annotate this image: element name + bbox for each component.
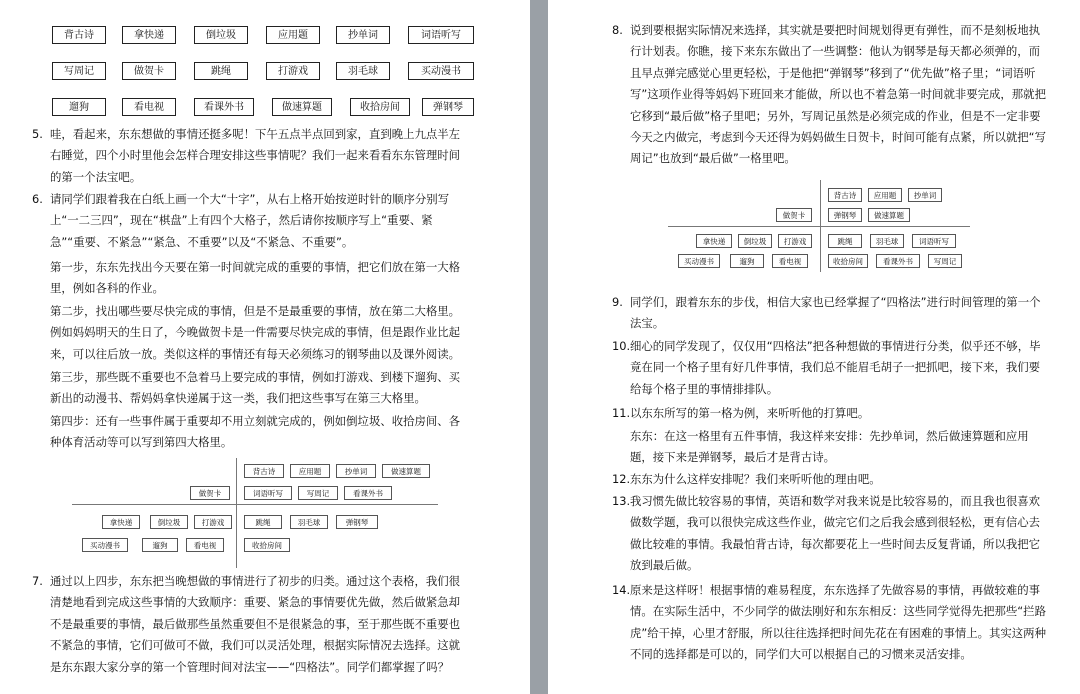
quadrant-tag: 弹钢琴 bbox=[828, 208, 862, 222]
quadrant-tag: 看课外书 bbox=[876, 254, 920, 268]
paragraph-11-detail: 东东：在这一格里有五件事情，我这样来安排：先抄单词，然后做速算题和应用题，接下来是弹钢琴，最后才是背古诗。 bbox=[630, 429, 1029, 465]
paragraph-7: 通过以上四步，东东把当晚想做的事情进行了初步的归类。通过这个表格，我们很清楚地看到完成这些事情的大致顺序：重要、紧急的事情要优先做，然后做紧急却不是最重要的事情，最后做那些虽然重要但不是很紧急的事，至于那些既不重要也不紧急的事情，它们可做可不做，我们可以灵活处理，根据实际情况去选择。这就是东东跟大家分享的第一个管理时间对法宝——“四格法”。同学们都掌握了吗？ bbox=[50, 574, 461, 674]
quadrant-tag: 抄单词 bbox=[908, 188, 942, 202]
quadrant-tag: 写周记 bbox=[928, 254, 962, 268]
quadrant-tag: 做贺卡 bbox=[776, 208, 812, 222]
step-3: 第三步，那些既不重要也不急着马上要完成的事情，例如打游戏、到楼下遛狗、买新出的动漫书、帮妈妈拿快递属于这一类，我们把这些事写在第三大格里。 bbox=[50, 370, 461, 406]
task-tag: 背古诗 bbox=[52, 26, 106, 44]
quadrant-tag: 应用题 bbox=[868, 188, 902, 202]
quadrant-tag: 做贺卡 bbox=[190, 486, 230, 500]
quadrant-tag: 羽毛球 bbox=[290, 515, 328, 529]
paragraph-8: 说到要根据实际情况来选择，其实就是要把时间规划得更有弹性，而不是刻板地执行计划表。你瞧，接下来东东做出了一些调整：他认为钢琴是每天都必须弹的，而且早点弹完感觉心里更轻松，于是他把“弹钢琴”移到了“优先做”格子里；“词语听写”这项作业得等妈妈下班回来才能做，所以也不着急第一时间就非要完成，那就把它移到“最后做”格子里吧；另外，写周记虽然是必须完成的作业，但是不一定非要今天之内做完，考虑到今天还得为妈妈做生日贺卡，时间可能有点紧，所以就把“写周记”也放到“最后做”一格里吧。 bbox=[630, 23, 1046, 166]
right-page bbox=[548, 0, 1080, 694]
item-number: 11. bbox=[612, 406, 631, 420]
left-page bbox=[0, 0, 530, 694]
quadrant-tag: 词语听写 bbox=[912, 234, 956, 248]
quadrant-tag: 遛狗 bbox=[142, 538, 178, 552]
step-2: 第二步，找出哪些要尽快完成的事情，但是不是最重要的事情，放在第二大格里。例如妈妈明天的生日了，今晚做贺卡是一件需要尽快完成的事情，但是跟作业比起来，可以往后放一放。类似这样的事情还有每天必须练习的钢琴曲以及课外阅读。 bbox=[50, 304, 461, 361]
step-1: 第一步，东东先找出今天要在第一时间就完成的重要的事情，把它们放在第一大格里，例如各科的作业。 bbox=[50, 260, 461, 296]
quadrant-tag: 倒垃圾 bbox=[738, 234, 772, 248]
step-4: 第四步：还有一些事件属于重要却不用立刻就完成的，例如倒垃圾、收拾房间、各种体育活动等可以写到第四大格里。 bbox=[50, 414, 461, 450]
task-tag: 词语听写 bbox=[408, 26, 474, 44]
item-number: 9. bbox=[612, 295, 623, 309]
item-number: 8. bbox=[612, 23, 623, 37]
quadrant-tag: 词语听写 bbox=[244, 486, 292, 500]
paragraph-9: 同学们，跟着东东的步伐，相信大家也已经掌握了“四格法”进行时间管理的第一个法宝。 bbox=[630, 295, 1041, 331]
task-tag: 倒垃圾 bbox=[194, 26, 248, 44]
quadrant-tag: 做速算题 bbox=[868, 208, 910, 222]
quadrant-tag: 做速算题 bbox=[382, 464, 430, 478]
task-tag: 做速算题 bbox=[272, 98, 332, 116]
quadrant-tag: 买动漫书 bbox=[678, 254, 720, 268]
paragraph-11: 以东东所写的第一格为例，来听听他的打算吧。 bbox=[630, 406, 870, 420]
paragraph-13: 我习惯先做比较容易的事情，英语和数学对我来说是比较容易的，而且我也很喜欢做数学题，我可以很快完成这些作业，做完它们之后我会感到很轻松，更有信心去做比较难的事情。我最怕背古诗，每次都要花上一些时间去反复背诵，所以我把它放到最后做。 bbox=[630, 494, 1041, 573]
quadrant-tag: 拿快递 bbox=[696, 234, 732, 248]
item-number: 5. bbox=[32, 127, 43, 141]
paragraph-6: 请同学们跟着我在白纸上画一个大“十字”，从右上格开始按逆时针的顺序分别写上“一二三四”，现在“棋盘”上有四个大格子，然后请你按顺序写上“重要、紧急”“重要、不紧急”“紧急、不重要”以及“不紧急、不重要”。 bbox=[50, 192, 450, 249]
quadrant-tag: 应用题 bbox=[290, 464, 330, 478]
horizontal-axis bbox=[72, 504, 438, 505]
task-tag: 弹钢琴 bbox=[422, 98, 474, 116]
task-tag: 抄单词 bbox=[336, 26, 390, 44]
paragraph-12: 东东为什么这样安排呢？我们来听听他的理由吧。 bbox=[630, 472, 881, 486]
quadrant-tag: 看课外书 bbox=[344, 486, 392, 500]
horizontal-axis bbox=[668, 226, 970, 227]
quadrant-tag: 倒垃圾 bbox=[150, 515, 188, 529]
item-number: 6. bbox=[32, 192, 43, 206]
quadrant-tag: 收拾房间 bbox=[244, 538, 290, 552]
quadrant-tag: 抄单词 bbox=[336, 464, 376, 478]
quadrant-tag: 看电视 bbox=[186, 538, 224, 552]
quadrant-tag: 弹钢琴 bbox=[336, 515, 378, 529]
item-number: 13. bbox=[612, 494, 631, 508]
paragraph-10: 细心的同学发现了，仅仅用“四格法”把各种想做的事情进行分类，似乎还不够，毕竟在同一个格子里有好几件事情，我们总不能眉毛胡子一把抓吧，接下来，我们要给每个格子里的事情排排队。 bbox=[630, 339, 1041, 396]
quadrant-tag: 跳绳 bbox=[828, 234, 862, 248]
paragraph-5: 哇，看起来，东东想做的事情还挺多呢！下午五点半点回到家，直到晚上九点半左右睡觉，四个小时里他会怎样合理安排这些事情呢？我们一起来看看东东管理时间的第一个法宝吧。 bbox=[50, 127, 461, 184]
quadrant-tag: 背古诗 bbox=[244, 464, 284, 478]
quadrant-tag: 看电视 bbox=[772, 254, 808, 268]
item-number: 10. bbox=[612, 339, 631, 353]
task-tag: 羽毛球 bbox=[336, 62, 390, 80]
item-number: 12. bbox=[612, 472, 631, 486]
quadrant-tag: 收拾房间 bbox=[828, 254, 868, 268]
task-tag: 做贺卡 bbox=[122, 62, 176, 80]
quadrant-diagram bbox=[668, 180, 970, 272]
task-tag: 看课外书 bbox=[194, 98, 254, 116]
quadrant-tag: 写周记 bbox=[298, 486, 338, 500]
quadrant-tag: 遛狗 bbox=[730, 254, 764, 268]
item-number: 7. bbox=[32, 574, 43, 588]
task-tag: 跳绳 bbox=[194, 62, 248, 80]
quadrant-tag: 跳绳 bbox=[244, 515, 282, 529]
item-number: 14. bbox=[612, 583, 631, 597]
quadrant-tag: 拿快递 bbox=[102, 515, 140, 529]
quadrant-tag: 打游戏 bbox=[778, 234, 812, 248]
task-tag: 应用题 bbox=[266, 26, 320, 44]
vertical-axis bbox=[236, 458, 237, 568]
task-tag: 打游戏 bbox=[266, 62, 320, 80]
task-tag: 看电视 bbox=[122, 98, 176, 116]
quadrant-tag: 背古诗 bbox=[828, 188, 862, 202]
task-tag: 收拾房间 bbox=[350, 98, 410, 116]
paragraph-14: 原来是这样呀！根据事情的难易程度，东东选择了先做容易的事情，再做较难的事情。在实际生活中，不少同学的做法刚好和东东相反：这些同学觉得先把那些“拦路虎”给干掉，心里才舒服，所以往往选择把时间先花在有困难的事情上。其实这两种不同的选择都是可以的，同学们大可以根据自己的习惯来灵活安排。 bbox=[630, 583, 1046, 662]
quadrant-tag: 买动漫书 bbox=[82, 538, 128, 552]
quadrant-diagram bbox=[72, 458, 438, 568]
task-tag: 买动漫书 bbox=[408, 62, 474, 80]
quadrant-tag: 羽毛球 bbox=[870, 234, 904, 248]
task-tag: 写周记 bbox=[52, 62, 106, 80]
task-tag: 拿快递 bbox=[122, 26, 176, 44]
quadrant-tag: 打游戏 bbox=[194, 515, 232, 529]
task-tag: 遛狗 bbox=[52, 98, 106, 116]
